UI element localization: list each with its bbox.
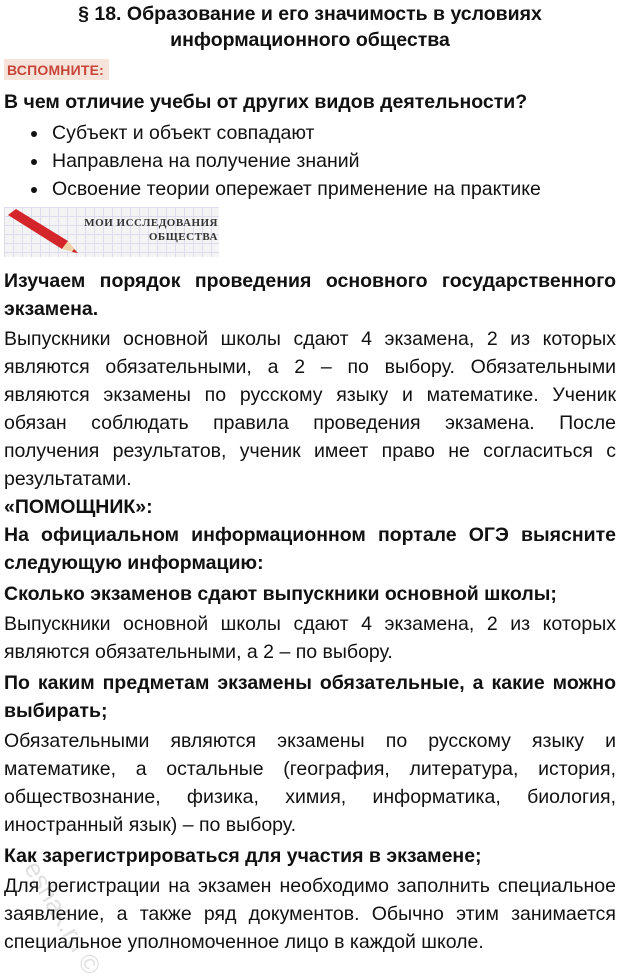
question-1: Сколько экзаменов сдают выпускники основной школы; — [4, 583, 557, 605]
answer-list — [4, 119, 616, 203]
answer-3: Для регистрации на экзамен необходимо заполнить специальное заявление, а также ряд документов. Обычно этим занимается специальное уполномоченное лицо в каждой школе. — [4, 875, 616, 953]
answer-2: Обязательными являются экзамены по русскому языку и математике, а остальные (география, литература, история, обществознание, физика, химия, информатика, биология, иностранный язык) – по выбору. — [4, 730, 616, 836]
research-heading: Изучаем порядок проведения основного государственного экзамена. — [4, 270, 616, 320]
helper-heading: «ПОМОЩНИК»: — [4, 496, 153, 518]
watermark: reshak.ru © — [14, 848, 108, 980]
question-heading: В чем отличие учебы от других видов деятельности? — [4, 91, 528, 113]
recall-badge: ВСПОМНИТЕ: — [4, 59, 109, 80]
pencil-icon — [6, 209, 84, 255]
title-line-2: информационного общества — [170, 29, 450, 51]
title-line-1: § 18. Образование и его значимость в условиях — [78, 3, 542, 25]
banner-line-2: ОБЩЕСТВА — [148, 231, 218, 243]
page-title — [4, 0, 616, 53]
question-2: По каким предметам экзамены обязательные, а какие можно выбирать; — [4, 672, 616, 722]
question-3: Как зарегистрироваться для участия в экзамене; — [4, 845, 482, 867]
list-item: Направлена на получение знаний — [4, 147, 616, 175]
list-item: Субъект и объект совпадают — [4, 119, 616, 147]
helper-task: На официальном информационном портале ОГЭ выясните следующую информацию: — [4, 524, 616, 574]
research-text: Выпускники основной школы сдают 4 экзамена, 2 из которых являются обязательными, а 2 – по выбору. Обязательными являются экзамены по русскому языку и математике. Ученик обязан соблюдать правила проведения экзамена. После получения результатов, ученик имеет право не согласиться с результатами. — [4, 328, 616, 490]
research-banner — [4, 207, 219, 257]
answer-1: Выпускники основной школы сдают 4 экзамена, 2 из которых являются обязательными, а 2 – по выбору. — [4, 613, 616, 663]
list-item: Освоение теории опережает применение на практике — [4, 175, 616, 203]
banner-line-1: МОИ ИССЛЕДОВАНИЯ — [84, 217, 218, 229]
